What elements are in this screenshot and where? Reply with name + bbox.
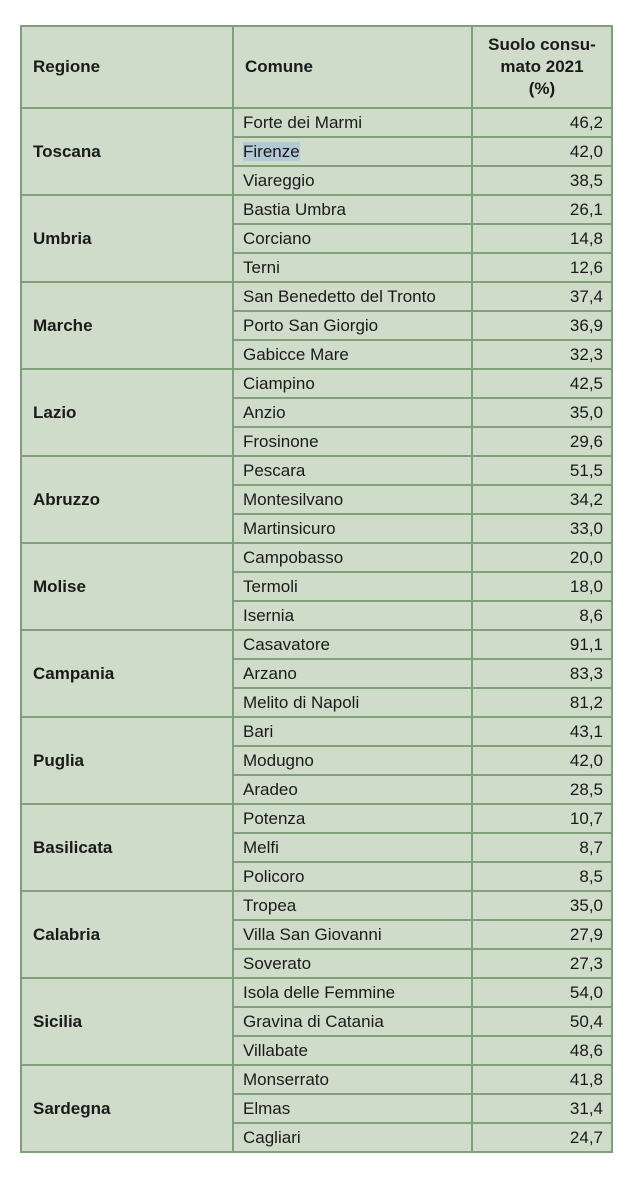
comune-name: Bastia Umbra [243,199,346,219]
comune-cell [233,1094,472,1123]
region-cell: Marche [21,282,233,369]
comune-name: Soverato [243,953,312,973]
comune-cell [233,891,472,920]
region-cell: Sardegna [21,1065,233,1152]
region-cell: Sicilia [21,978,233,1065]
header-suolo-line1: Suolo consu- [488,35,596,54]
value-cell: 35,0 [472,891,612,920]
value-cell: 41,8 [472,1065,612,1094]
comune-name: Viareggio [243,170,315,190]
comune-name: Campobasso [243,547,344,567]
region-cell: Campania [21,630,233,717]
region-cell: Umbria [21,195,233,282]
value-cell: 35,0 [472,398,612,427]
value-cell: 26,1 [472,195,612,224]
region-cell: Calabria [21,891,233,978]
value-cell: 29,6 [472,427,612,456]
header-suolo-line3: (%) [528,79,556,98]
value-cell: 8,6 [472,601,612,630]
comune-name: Villa San Giovanni [243,924,382,944]
comune-cell [233,108,472,137]
land-consumption-table [20,25,613,1153]
comune-name: Termoli [243,576,298,596]
value-cell: 14,8 [472,224,612,253]
comune-name: Pescara [243,460,306,480]
table-row [21,108,612,137]
value-cell: 48,6 [472,1036,612,1065]
value-cell: 34,2 [472,485,612,514]
value-cell: 10,7 [472,804,612,833]
comune-cell [233,1065,472,1094]
comune-name: Melito di Napoli [243,692,360,712]
comune-cell [233,804,472,833]
comune-cell [233,833,472,862]
header-suolo-consumato [472,26,612,108]
comune-name: Aradeo [243,779,298,799]
comune-cell [233,282,472,311]
comune-name: Gabicce Mare [243,344,349,364]
comune-cell [233,630,472,659]
comune-cell [233,920,472,949]
comune-name: Modugno [243,750,314,770]
value-cell: 38,5 [472,166,612,195]
table-row [21,978,612,1007]
comune-name: Bari [243,721,274,741]
comune-cell [233,427,472,456]
comune-name: Isola delle Femmine [243,982,396,1002]
comune-name: Corciano [243,228,312,248]
comune-cell [233,978,472,1007]
value-cell: 31,4 [472,1094,612,1123]
value-cell: 42,0 [472,137,612,166]
region-cell: Puglia [21,717,233,804]
comune-cell [233,746,472,775]
comune-cell [233,195,472,224]
comune-name: Melfi [243,837,279,857]
comune-cell [233,601,472,630]
value-cell: 81,2 [472,688,612,717]
comune-cell [233,340,472,369]
value-cell: 46,2 [472,108,612,137]
comune-cell [233,311,472,340]
value-cell: 37,4 [472,282,612,311]
header-comune: Comune [233,26,472,108]
comune-name: Elmas [243,1098,291,1118]
comune-cell [233,137,472,166]
header-suolo-line2: mato 2021 [500,57,584,76]
region-cell: Basilicata [21,804,233,891]
value-cell: 42,0 [472,746,612,775]
comune-cell [233,1123,472,1152]
header-row [21,26,612,108]
comune-cell [233,224,472,253]
comune-name: Frosinone [243,431,319,451]
comune-name: Terni [243,257,280,277]
region-cell: Abruzzo [21,456,233,543]
value-cell: 36,9 [472,311,612,340]
comune-name: Policoro [243,866,305,886]
comune-name: Forte dei Marmi [243,112,363,132]
value-cell: 8,5 [472,862,612,891]
comune-name: Villabate [243,1040,308,1060]
value-cell: 24,7 [472,1123,612,1152]
region-cell: Molise [21,543,233,630]
comune-name: Cagliari [243,1127,301,1147]
comune-cell [233,659,472,688]
comune-cell [233,717,472,746]
table-row [21,456,612,485]
comune-cell [233,398,472,427]
value-cell: 12,6 [472,253,612,282]
value-cell: 43,1 [472,717,612,746]
comune-cell [233,949,472,978]
table-row [21,282,612,311]
comune-cell [233,1036,472,1065]
comune-cell [233,456,472,485]
value-cell: 32,3 [472,340,612,369]
comune-name: Arzano [243,663,297,683]
value-cell: 18,0 [472,572,612,601]
comune-name: Potenza [243,808,306,828]
comune-name: Monserrato [243,1069,329,1089]
comune-cell [233,775,472,804]
table-row [21,543,612,572]
table-body [21,108,612,1152]
comune-name: Casavatore [243,634,330,654]
table-row [21,195,612,224]
comune-name: Isernia [243,605,295,625]
value-cell: 91,1 [472,630,612,659]
comune-name: Tropea [243,895,297,915]
comune-cell [233,166,472,195]
value-cell: 54,0 [472,978,612,1007]
comune-cell [233,572,472,601]
table-row [21,369,612,398]
comune-cell [233,514,472,543]
comune-cell [233,862,472,891]
value-cell: 20,0 [472,543,612,572]
table-row [21,630,612,659]
value-cell: 50,4 [472,1007,612,1036]
value-cell: 51,5 [472,456,612,485]
comune-cell [233,485,472,514]
region-cell: Lazio [21,369,233,456]
value-cell: 27,9 [472,920,612,949]
value-cell: 83,3 [472,659,612,688]
value-cell: 8,7 [472,833,612,862]
comune-cell [233,688,472,717]
table-row [21,891,612,920]
comune-name: Montesilvano [243,489,344,509]
table-row [21,804,612,833]
comune-name: San Benedetto del Tronto [243,286,436,306]
comune-name: Ciampino [243,373,315,393]
comune-cell [233,253,472,282]
comune-name: Porto San Giorgio [243,315,379,335]
comune-name-selected: Firenze [243,141,300,161]
header-regione: Regione [21,26,233,108]
comune-name: Martinsicuro [243,518,336,538]
value-cell: 33,0 [472,514,612,543]
comune-name: Anzio [243,402,286,422]
value-cell: 27,3 [472,949,612,978]
comune-cell [233,1007,472,1036]
region-cell: Toscana [21,108,233,195]
table-row [21,1065,612,1094]
value-cell: 42,5 [472,369,612,398]
table-container [20,25,613,1153]
comune-cell [233,543,472,572]
value-cell: 28,5 [472,775,612,804]
table-row [21,717,612,746]
comune-cell [233,369,472,398]
comune-name: Gravina di Catania [243,1011,384,1031]
